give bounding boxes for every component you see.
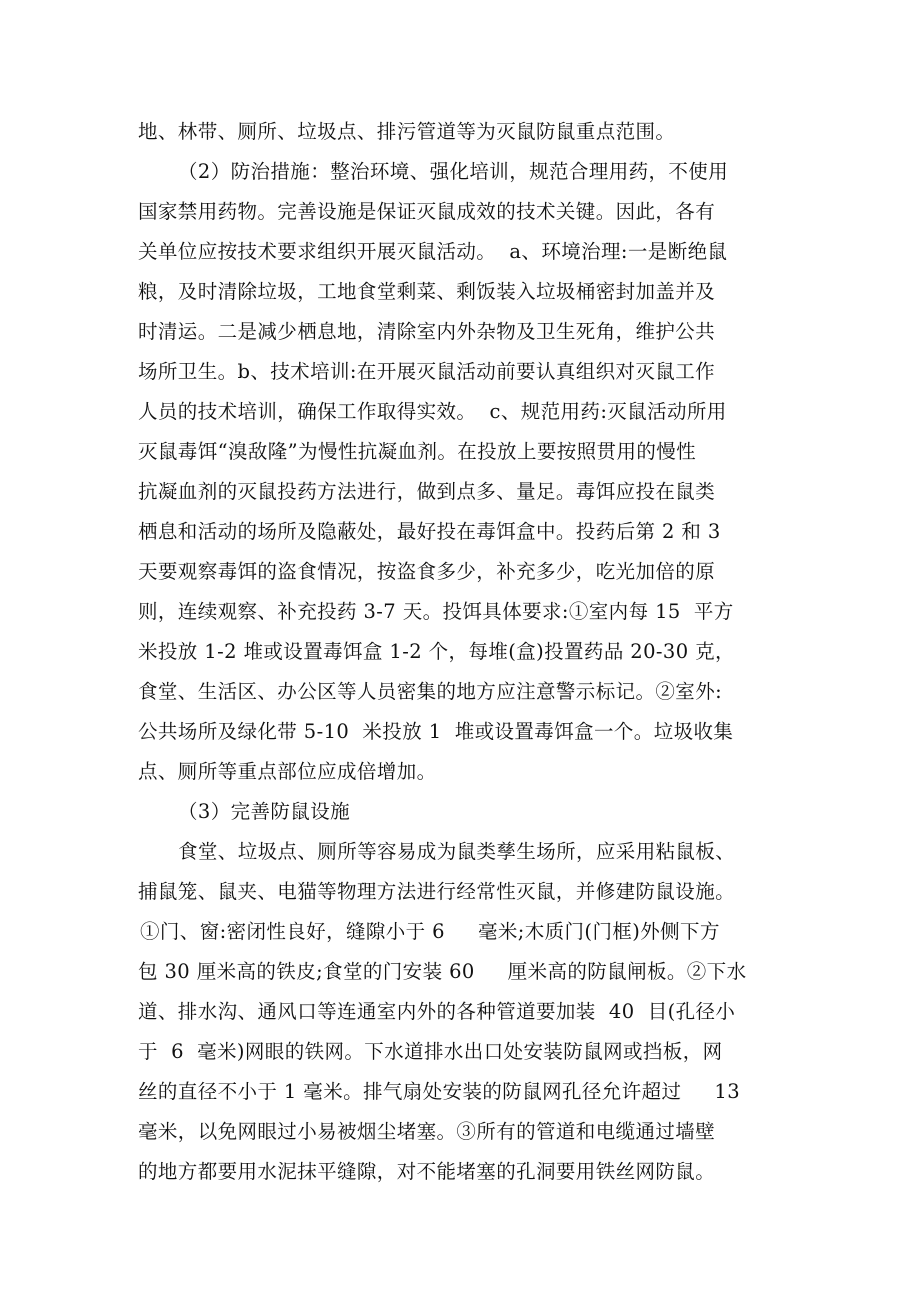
text-line: 于 6 毫米)网眼的铁网。下水道排水出口处安装防鼠网或挡板，网 bbox=[138, 1040, 723, 1063]
text-line: 场所卫生。b、技术培训:在开展灭鼠活动前要认真组织对灭鼠工作 bbox=[138, 360, 716, 383]
text-line: 人员的技术培训，确保工作取得实效。 c、规范用药:灭鼠活动所用 bbox=[138, 400, 727, 423]
text-line: 粮，及时清除垃圾，工地食堂剩菜、剩饭装入垃圾桶密封加盖并及 bbox=[138, 280, 716, 303]
text-line: 毫米，以免网眼过小易被烟尘堵塞。③所有的管道和电缆通过墙壁 bbox=[138, 1120, 716, 1143]
text-line: 栖息和活动的场所及隐蔽处，最好投在毒饵盒中。投药后第 2 和 3 bbox=[138, 520, 721, 543]
text-line: 地、林带、厕所、垃圾点、排污管道等为灭鼠防鼠重点范围。 bbox=[138, 120, 676, 143]
text-line: ①门、窗:密闭性良好，缝隙小于 6 毫米;木质门(门框)外侧下方 bbox=[140, 920, 720, 943]
text-line: 米投放 1-2 堆或设置毒饵盒 1-2 个，每堆(盒)投置药品 20-30 克， bbox=[138, 640, 735, 663]
text-line: 公共场所及绿化带 5-10 米投放 1 堆或设置毒饵盒一个。垃圾收集 bbox=[138, 720, 734, 743]
text-line: 包 30 厘米高的铁皮;食堂的门安装 60 厘米高的防鼠闸板。②下水 bbox=[138, 960, 747, 983]
text-line: 国家禁用药物。完善设施是保证灭鼠成效的技术关键。因此，各有 bbox=[138, 200, 716, 223]
text-line: 捕鼠笼、鼠夹、电猫等物理方法进行经常性灭鼠，并修建防鼠设施。 bbox=[138, 880, 736, 903]
section-3-heading: （3）完善防鼠设施 bbox=[178, 800, 351, 823]
text-line: 则，连续观察、补充投药 3-7 天。投饵具体要求:①室内每 15 平方 bbox=[138, 600, 734, 623]
text-line: 点、厕所等重点部位应成倍增加。 bbox=[138, 760, 437, 783]
document-body bbox=[138, 112, 784, 1192]
text-line: 关单位应按技术要求组织开展灭鼠活动。 a、环境治理:一是断绝鼠 bbox=[138, 240, 728, 263]
text-line: 抗凝血剂的灭鼠投药方法进行，做到点多、量足。毒饵应投在鼠类 bbox=[138, 480, 716, 503]
text-line: 的地方都要用水泥抹平缝隙，对不能堵塞的孔洞要用铁丝网防鼠。 bbox=[138, 1160, 716, 1183]
text-line: 食堂、垃圾点、厕所等容易成为鼠类孳生场所，应采用粘鼠板、 bbox=[178, 840, 736, 863]
text-line: 道、排水沟、通风口等连通室内外的各种管道要加装 40 目(孔径小 bbox=[138, 1000, 736, 1023]
text-line: 天要观察毒饵的盗食情况，按盗食多少，补充多少，吃光加倍的原 bbox=[138, 560, 716, 583]
text-line: 灭鼠毒饵“溴敌隆”为慢性抗凝血剂。在投放上要按照贯用的慢性 bbox=[138, 440, 697, 463]
text-line: 食堂、生活区、办公区等人员密集的地方应注意警示标记。②室外: bbox=[138, 680, 723, 703]
text-line: 时清运。二是减少栖息地，清除室内外杂物及卫生死角，维护公共 bbox=[138, 320, 716, 343]
section-2-heading-line: （2）防治措施：整治环境、强化培训，规范合理用药，不使用 bbox=[178, 160, 729, 183]
text-line: 丝的直径不小于 1 毫米。排气扇处安装的防鼠网孔径允许超过 13 bbox=[138, 1080, 741, 1103]
